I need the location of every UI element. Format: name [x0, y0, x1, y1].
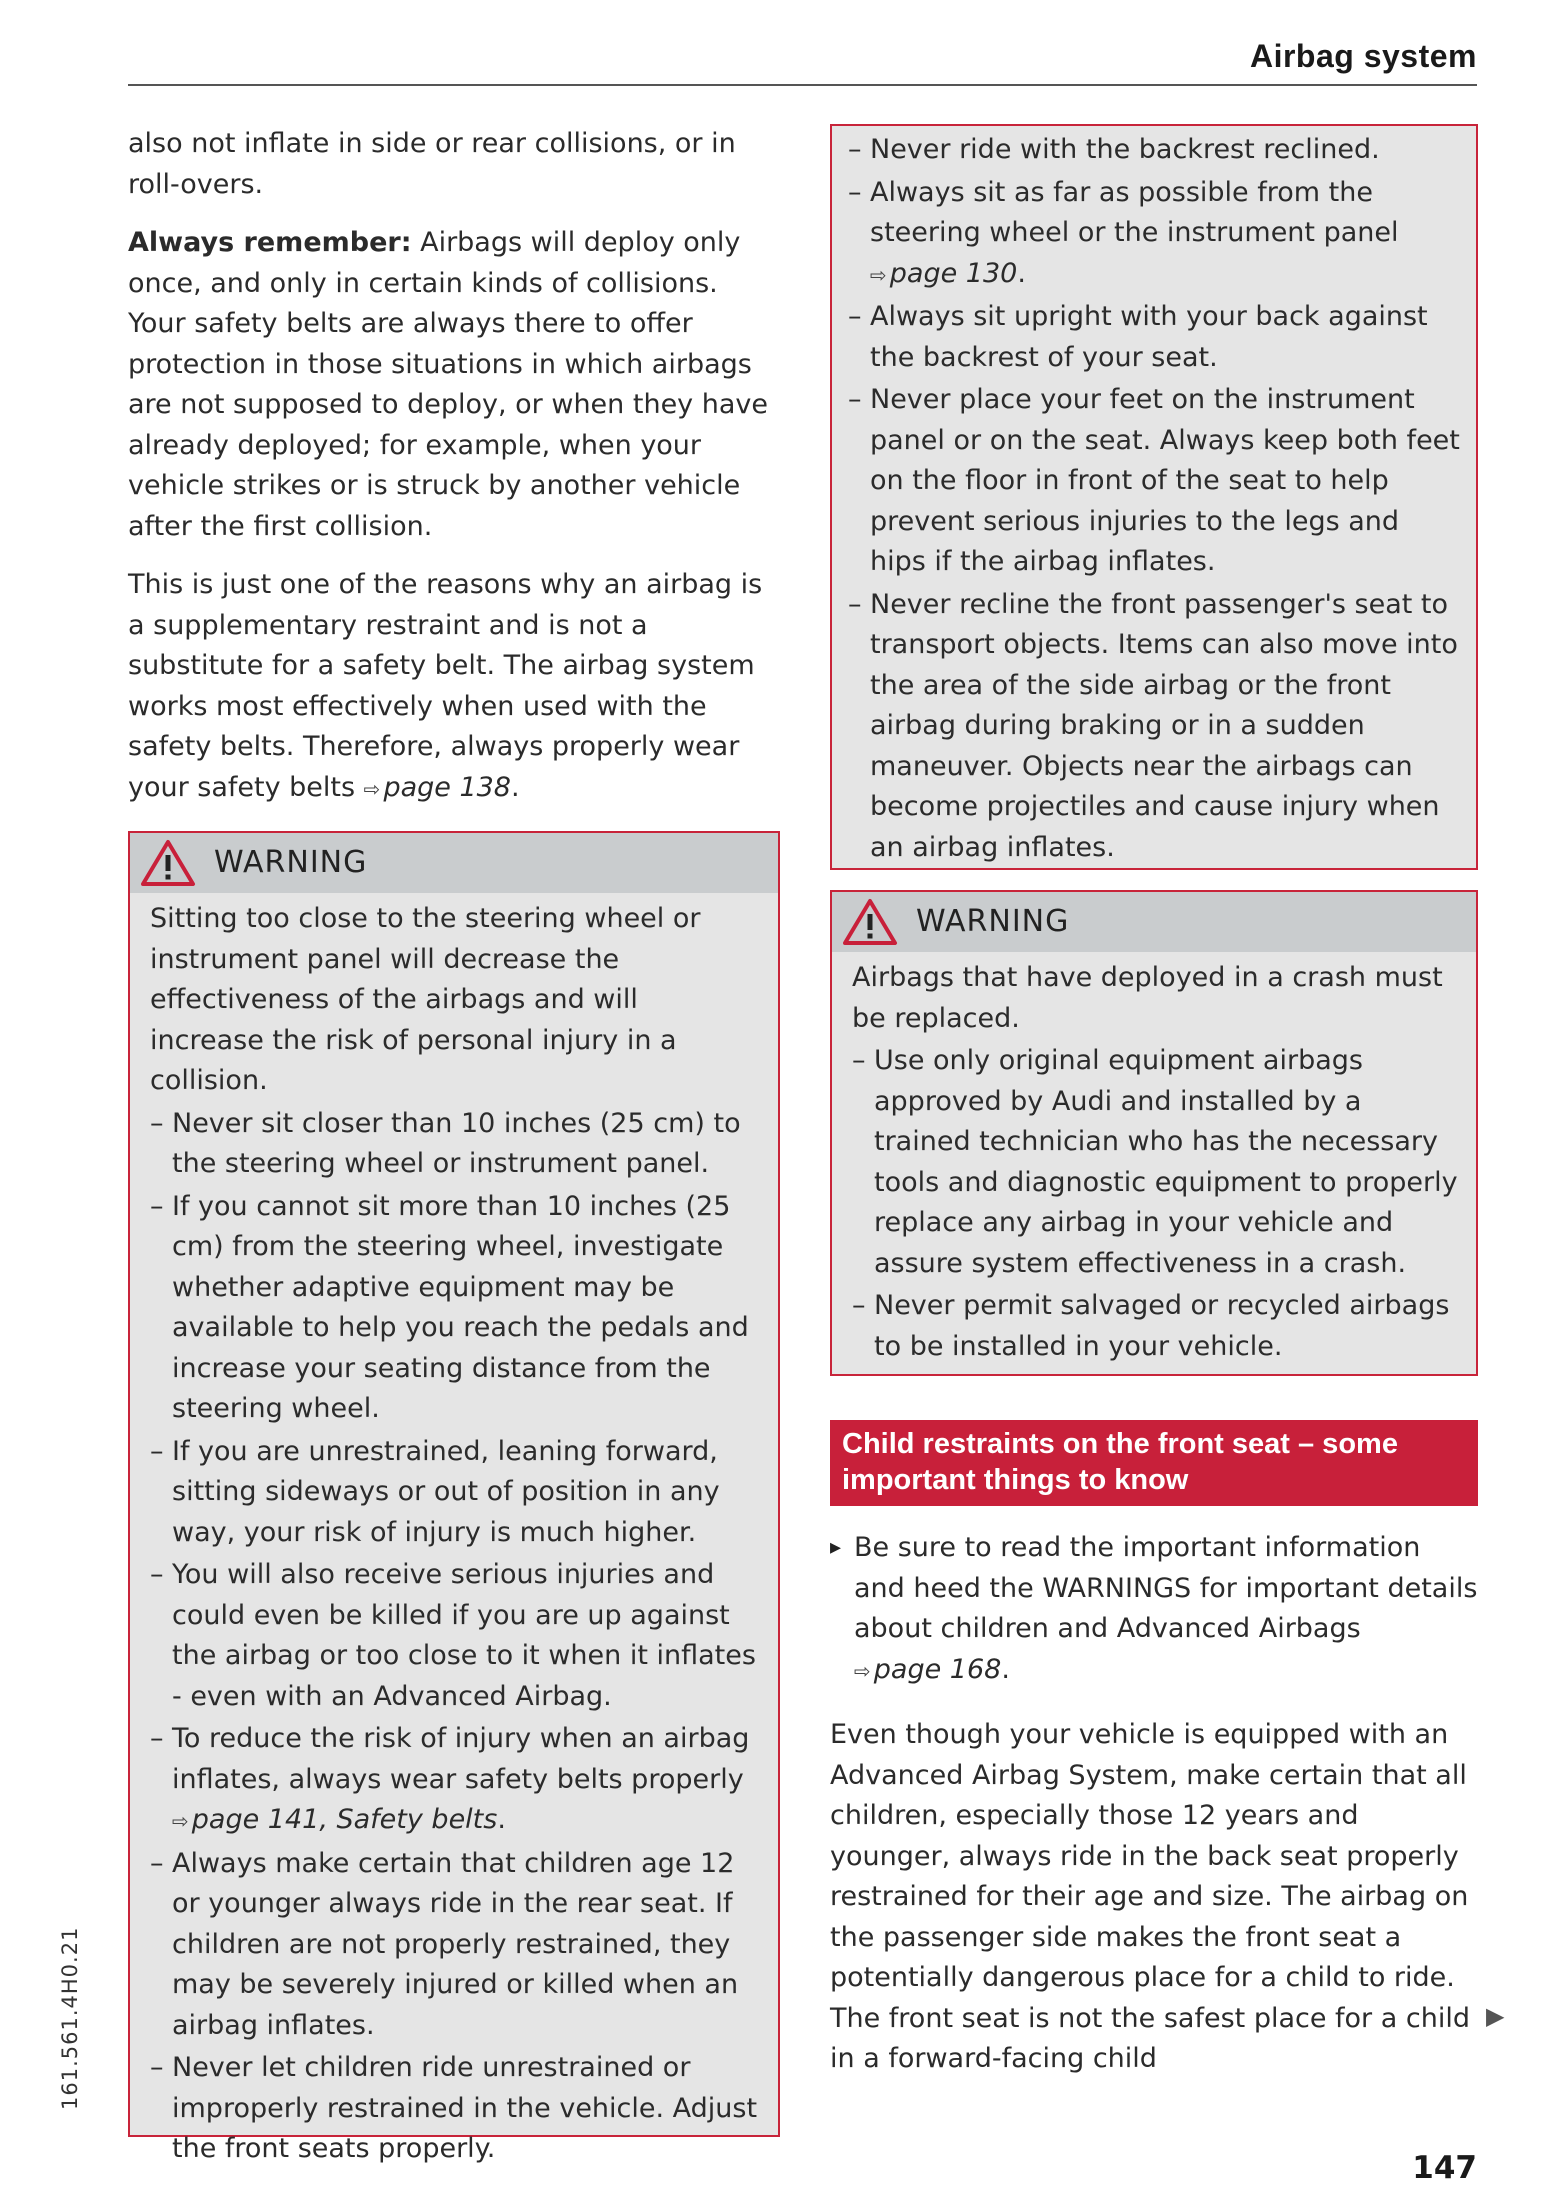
- list-item: – You will also receive serious injuries and could even be killed if you are up against the airbag or too close to it when it inflates - even with an Advanced Airbag.: [150, 1555, 760, 1717]
- left-column: [128, 124, 780, 2164]
- supplementary-end: .: [511, 771, 520, 803]
- paragraph-intro: also not inflate in side or rear collisions, or in roll-overs.: [128, 128, 736, 200]
- page-reference-text: page 168: [873, 1653, 1002, 1685]
- warning-list: [848, 130, 1460, 868]
- header-rule: [128, 84, 1477, 86]
- instruction-bullet: [830, 1528, 1478, 1691]
- list-item: [150, 1719, 760, 1842]
- always-remember-label: Always remember:: [128, 227, 412, 258]
- list-item: – Never recline the front passenger's seat to transport objects. Items can also move into the area of the side airbag or the front airbag during braking or in a sudden maneuver. Objects near the airbags can become projectiles and cause injury when an airbag inflates.: [848, 585, 1460, 869]
- page-number: 147: [1412, 2150, 1477, 2186]
- warning-intro: Sitting too close to the steering wheel or instrument panel will decrease the effectiveness of the airbags and will increase the risk of personal injury in a collision.: [150, 903, 701, 1096]
- supplementary-text: This is just one of the reasons why an airbag is a supplementary restraint and is not a substitute for a safety belt. The airbag system works most effectively when used with the safety belts. Therefore, always properly wear your safety belts: [128, 569, 763, 803]
- warning-triangle-icon: [842, 898, 898, 946]
- warning-box-seating-distance: [128, 831, 780, 2164]
- list-item-text: Always sit as far as possible from the steering wheel or the instrument panel: [870, 176, 1399, 248]
- list-item: – Use only original equipment airbags approved by Audi and installed by a trained technician who has the necessary tools and diagnostic equipment to properly replace any airbag in your vehicle and assure system effectiveness in a crash.: [852, 1041, 1458, 1284]
- reference-arrow-icon: ⇨: [870, 262, 887, 287]
- section-heading-child-restraints: Child restraints on the front seat – some important things to know: [830, 1420, 1478, 1506]
- continue-arrow-icon: ▶: [1486, 2002, 1505, 2030]
- page-reference-link[interactable]: [870, 258, 1017, 289]
- warning-continuation-box: [830, 124, 1478, 870]
- list-item-end: .: [1017, 257, 1026, 289]
- warning-header: [130, 833, 778, 893]
- paragraph-always-remember: [128, 223, 780, 547]
- list-item: – If you are unrestrained, leaning forward, sitting sideways or out of position in any way, your risk of injury is much higher.: [150, 1432, 760, 1554]
- bullet-end: .: [1001, 1653, 1010, 1685]
- warning-body: [832, 952, 1476, 1377]
- page-reference-text: page 141, Safety belts: [191, 1804, 498, 1835]
- list-item: – Never let children ride unrestrained or improperly restrained in the vehicle. Adjust the front seats properly.: [150, 2048, 760, 2170]
- paragraph-supplementary: [128, 565, 780, 809]
- warning-box-deployed-airbags: [830, 890, 1478, 1376]
- paragraph-child-seating: Even though your vehicle is equipped with an Advanced Airbag System, make certain that all children, especially those 12 years and younger, always ride in the back seat properly restrained for their age and size. The airbag on the passenger side makes the front seat a potentially dangerous place for a child to ride. The front seat is not the safest place for a child in a forward-facing child: [830, 1719, 1470, 2074]
- warning-intro: Airbags that have deployed in a crash must be replaced.: [852, 962, 1443, 1034]
- page-reference-link[interactable]: [172, 1804, 497, 1835]
- reference-arrow-icon: ⇨: [854, 1658, 871, 1683]
- page-reference-link[interactable]: [854, 1654, 1001, 1685]
- list-item: – Never permit salvaged or recycled airbags to be installed in your vehicle.: [852, 1286, 1458, 1367]
- reference-arrow-icon: ⇨: [363, 776, 381, 801]
- page-reference-link[interactable]: [364, 772, 511, 803]
- list-item: – Never ride with the backrest reclined.: [848, 130, 1460, 171]
- list-item: – Never place your feet on the instrument panel or on the seat. Always keep both feet on the floor in front of the seat to help prevent serious injuries to the legs and hips if the airbag inflates.: [848, 380, 1460, 583]
- always-remember-text: Airbags will deploy only once, and only in certain kinds of collisions. Your safety belts are always there to offer protection in those situations in which airbags are not supposed to deploy, or when they have already deployed; for example, when your vehicle strikes or is struck by another vehicle after the first collision.: [128, 227, 768, 542]
- reference-arrow-icon: ⇨: [172, 1809, 189, 1833]
- warning-header: [832, 892, 1476, 952]
- warning-list: [852, 1041, 1458, 1367]
- page-header-title: Airbag system: [1249, 38, 1477, 74]
- page-reference-text: page 138: [383, 771, 511, 803]
- right-column: [830, 124, 1478, 2098]
- list-item-text: To reduce the risk of injury when an airbag inflates, always wear safety belts properly: [172, 1723, 750, 1795]
- list-item: – Always make certain that children age 12 or younger always ride in the rear seat. If children are not properly restrained, they may be severely injured or killed when an airbag inflates.: [150, 1844, 760, 2047]
- warning-body: [130, 893, 778, 2180]
- warning-triangle-icon: [140, 839, 196, 887]
- document-code: 161.561.4H0.21: [58, 1926, 82, 2110]
- bullet-text: Be sure to read the important information and heed the WARNINGS for important details about children and Advanced Airbags: [854, 1532, 1478, 1644]
- list-item: [848, 173, 1460, 296]
- list-item: – Always sit upright with your back against the backrest of your seat.: [848, 297, 1460, 378]
- warning-label: WARNING: [916, 903, 1070, 939]
- list-item: – If you cannot sit more than 10 inches (25 cm) from the steering wheel, investigate whether adaptive equipment may be available to help you reach the pedals and increase your seating distance from the steering wheel.: [150, 1187, 760, 1430]
- page-reference-text: page 130: [889, 257, 1018, 289]
- warning-label: WARNING: [214, 844, 368, 880]
- list-item-end: .: [497, 1804, 506, 1835]
- list-item: – Never sit closer than 10 inches (25 cm) to the steering wheel or instrument panel.: [150, 1104, 760, 1185]
- warning-list: [150, 1104, 760, 2170]
